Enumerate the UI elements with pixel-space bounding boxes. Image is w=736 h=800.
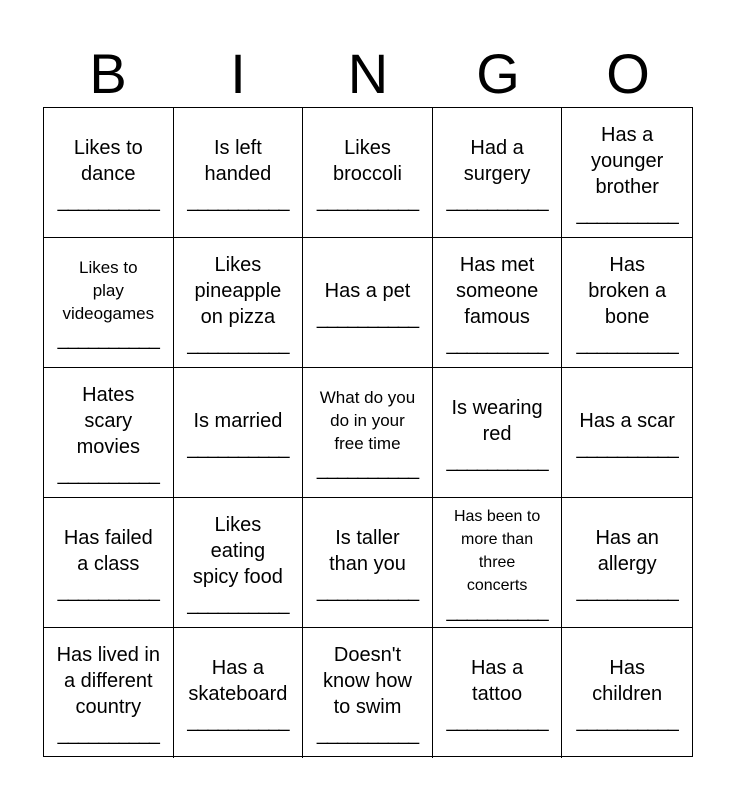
cell-signature-line: __________: [316, 458, 419, 480]
cell-signature-line: __________: [316, 579, 419, 602]
cell-signature-line: __________: [576, 579, 678, 602]
header-letter-i: I: [230, 42, 246, 105]
cell-prompt: Has children: [592, 657, 663, 705]
bingo-cell[interactable]: [303, 498, 433, 628]
cell-signature-line: __________: [446, 710, 548, 732]
bingo-cell[interactable]: [433, 108, 563, 238]
cell-signature-line: __________: [187, 436, 289, 459]
bingo-cell[interactable]: [562, 108, 692, 238]
cell-prompt: Likes to play videogames: [62, 258, 155, 323]
cell-prompt: Likes eating spicy food: [192, 513, 283, 588]
cell-signature-line: __________: [187, 592, 289, 615]
cell-prompt: Had a surgery: [463, 136, 531, 185]
bingo-cell[interactable]: [303, 368, 433, 498]
cell-signature-line: __________: [446, 332, 548, 355]
cell-prompt: Likes to dance: [73, 136, 143, 185]
bingo-cell[interactable]: [303, 628, 433, 758]
bingo-cell[interactable]: [562, 368, 692, 498]
cell-prompt: Is taller than you: [329, 526, 406, 575]
cell-signature-line: __________: [57, 328, 159, 350]
bingo-cell[interactable]: [174, 108, 304, 238]
bingo-cell[interactable]: [174, 368, 304, 498]
cell-signature-line: __________: [57, 462, 159, 485]
cell-prompt: Hates scary movies: [76, 383, 140, 458]
cell-signature-line: __________: [576, 202, 678, 225]
bingo-cell[interactable]: [562, 498, 692, 628]
cell-signature-line: __________: [576, 436, 678, 459]
cell-prompt: Has a younger brother: [591, 123, 664, 198]
cell-prompt: Likes pineapple on pizza: [194, 253, 282, 328]
bingo-header: [43, 40, 693, 108]
bingo-cell[interactable]: [44, 108, 174, 238]
cell-signature-line: __________: [316, 306, 419, 329]
bingo-board: [43, 107, 693, 757]
cell-prompt: Has failed a class: [63, 526, 153, 575]
cell-signature-line: __________: [446, 599, 548, 622]
bingo-cell[interactable]: [433, 498, 563, 628]
cell-prompt: Likes broccoli: [333, 136, 402, 185]
bingo-cell[interactable]: [562, 238, 692, 368]
bingo-cell[interactable]: [44, 368, 174, 498]
header-letter-g: G: [476, 42, 520, 105]
board-row: [44, 368, 692, 498]
bingo-cell[interactable]: [44, 498, 174, 628]
cell-prompt: Has broken a bone: [588, 253, 667, 328]
cell-signature-line: __________: [446, 189, 548, 212]
bingo-cell[interactable]: [433, 368, 563, 498]
bingo-cell[interactable]: [174, 628, 304, 758]
bingo-cell[interactable]: [303, 238, 433, 368]
bingo-cell[interactable]: [562, 628, 692, 758]
bingo-cell[interactable]: [433, 238, 563, 368]
bingo-cell[interactable]: [433, 628, 563, 758]
cell-prompt: Is married: [193, 409, 283, 432]
cell-prompt: What do you do in your free time: [319, 388, 416, 453]
bingo-cell[interactable]: [44, 628, 174, 758]
bingo-cell[interactable]: [44, 238, 174, 368]
cell-signature-line: __________: [316, 723, 419, 745]
cell-signature-line: __________: [57, 579, 159, 602]
cell-signature-line: __________: [187, 332, 289, 355]
cell-prompt: Has a skateboard: [188, 657, 288, 705]
cell-prompt: Doesn't know how to swim: [323, 644, 412, 718]
header-letter-n: N: [347, 42, 389, 105]
bingo-cell[interactable]: [174, 498, 304, 628]
bingo-cell[interactable]: [303, 108, 433, 238]
header-letter-o: O: [606, 42, 650, 105]
cell-prompt: Has met someone famous: [455, 253, 539, 328]
cell-prompt: Has a tattoo: [470, 657, 524, 705]
cell-prompt: Is wearing red: [451, 396, 543, 445]
cell-signature-line: __________: [187, 189, 289, 212]
cell-prompt: Is left handed: [204, 136, 272, 185]
cell-prompt: Has been to more than three concerts: [453, 507, 541, 594]
board-row: [44, 628, 692, 758]
cell-prompt: Has lived in a different country: [56, 644, 160, 718]
cell-prompt: Has an allergy: [595, 526, 659, 575]
header-letter-b: B: [89, 42, 127, 105]
cell-signature-line: __________: [57, 189, 159, 212]
board-row: [44, 498, 692, 628]
cell-signature-line: __________: [576, 710, 678, 732]
board-row: [44, 108, 692, 238]
cell-prompt: Has a scar: [579, 409, 675, 432]
cell-signature-line: __________: [187, 710, 289, 732]
cell-signature-line: __________: [316, 189, 419, 212]
board-row: [44, 238, 692, 368]
cell-signature-line: __________: [576, 332, 678, 355]
cell-signature-line: __________: [57, 723, 159, 745]
cell-prompt: Has a pet: [324, 279, 411, 302]
bingo-cell[interactable]: [174, 238, 304, 368]
cell-signature-line: __________: [446, 449, 548, 472]
